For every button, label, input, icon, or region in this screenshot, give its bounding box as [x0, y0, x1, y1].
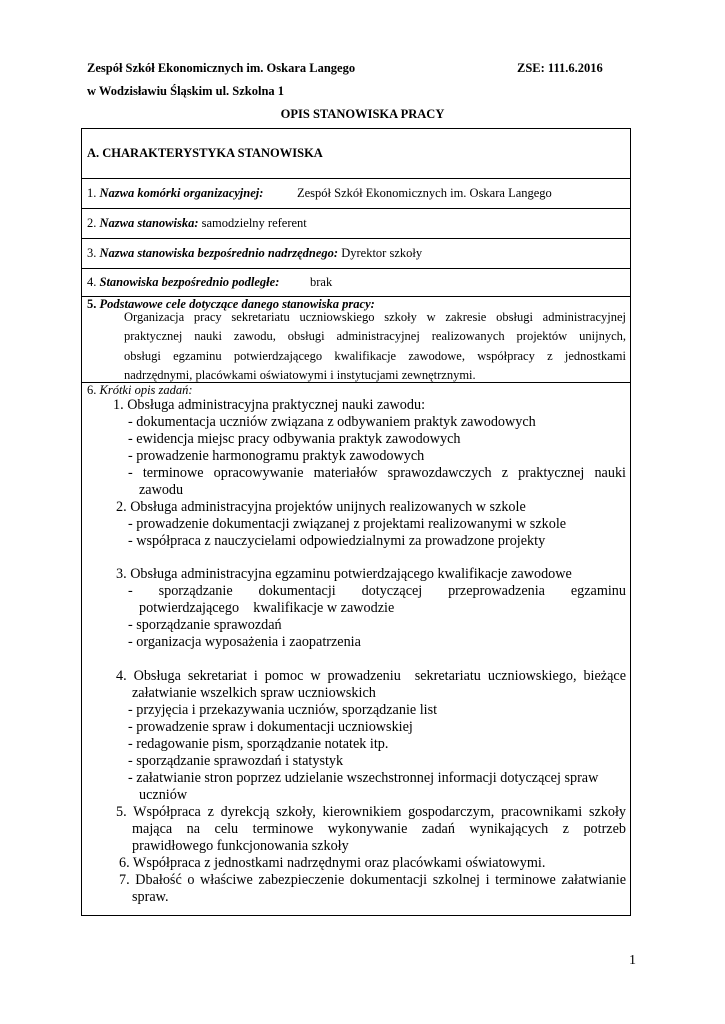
goals-line: Organizacja pracy sekretariatu uczniowskiego szkoły w zakresie obsługi administracyjnej [124, 310, 626, 324]
task-5-cont: prawidłowego funkcjonowania szkoły [132, 838, 349, 854]
task-3-item: - organizacja wyposażenia i zaopatrzenia [128, 634, 361, 650]
document-code: ZSE: 111.6.2016 [517, 61, 603, 75]
position-value: samodzielny referent [198, 216, 307, 230]
row-number: 4. [87, 275, 100, 289]
task-4-item-cont: uczniów [139, 787, 188, 803]
goals-line: nadrzędnymi, placówkami oświatowymi i instytucjami zewnętrznymi. [124, 367, 476, 382]
row-department [82, 179, 630, 209]
goals-text [124, 308, 626, 385]
department-value: Zespół Szkół Ekonomicznych im. Oskara Langego [297, 186, 552, 200]
position-label: Nazwa stanowiska: [99, 216, 199, 230]
task-5-cont: mająca na celu terminowe wykonywanie zadań wynikających z potrzeb [132, 821, 626, 837]
task-3: 3. Obsługa administracyjna egzaminu potwierdzającego kwalifikacje zawodowe [116, 566, 572, 582]
task-1-item: - dokumentacja uczniów związana z odbywaniem praktyk zawodowych [128, 414, 536, 430]
task-4-item: - przyjęcia i przekazywania uczniów, sporządzanie list [128, 702, 438, 718]
row-goals [82, 297, 630, 383]
task-2-item: - współpraca z nauczycielami odpowiedzialnymi za prowadzone projekty [128, 533, 546, 549]
task-1-item: - ewidencja miejsc pracy odbywania praktyk zawodowych [128, 431, 461, 447]
row-subordinates [82, 269, 630, 297]
row-number: 1. [87, 186, 100, 200]
task-7: 7. Dbałość o właściwe zabezpieczenie dokumentacji szkolnej i terminowe załatwianie [119, 872, 626, 888]
task-1: 1. Obsługa administracyjna praktycznej nauki zawodu: [113, 397, 426, 413]
task-4-item: - załatwianie stron poprzez udzielanie wszechstronnej informacji dotyczącej spraw [128, 770, 599, 786]
task-1-item: - terminowe opracowywanie materiałów sprawozdawczych z praktycznej nauki [128, 465, 626, 481]
department-label: Nazwa komórki organizacyjnej: [99, 186, 264, 200]
task-4: 4. Obsługa sekretariat i pomoc w prowadzeniu sekretariatu uczniowskiego, bieżące [116, 668, 626, 684]
subordinates-label: Stanowiska bezpośrednio podległe: [99, 275, 280, 289]
subordinates-value: brak [310, 275, 333, 289]
row-superior [82, 239, 630, 269]
school-address: w Wodzisławiu Śląskim ul. Szkolna 1 [87, 84, 285, 98]
superior-value: Dyrektor szkoły [338, 246, 423, 260]
row-position [82, 209, 630, 239]
section-a-heading: A. CHARAKTERYSTYKA STANOWISKA [87, 146, 323, 160]
job-description-table [81, 128, 631, 916]
goals-heading: 5. Podstawowe cele dotyczące danego stanowiska pracy: [87, 297, 375, 311]
task-2: 2. Obsługa administracyjna projektów unijnych realizowanych w szkole [116, 499, 526, 515]
tasks-heading: 6. Krótki opis zadań: [87, 383, 193, 397]
page-number: 1 [629, 953, 636, 968]
row-number: 3. [87, 246, 100, 260]
task-3-item: - sporządzanie sprawozdań [128, 617, 282, 633]
task-5: 5. Współpraca z dyrekcją szkoły, kierownikiem gospodarczym, pracownikami szkoły [116, 804, 626, 820]
goals-line: praktycznej nauki zawodu, obsługi administracyjnej realizowanych projektów unijnych, [124, 329, 626, 344]
task-2-item: - prowadzenie dokumentacji związanej z projektami realizowanymi w szkole [128, 516, 567, 532]
task-3-item-cont: potwierdzającego kwalifikacje w zawodzie [139, 600, 395, 616]
section-a-row [82, 129, 630, 179]
task-1-item-cont: zawodu [139, 482, 184, 498]
task-6: 6. Współpraca z jednostkami nadrzędnymi oraz placówkami oświatowymi. [119, 855, 546, 871]
document-title: OPIS STANOWISKA PRACY [280, 107, 445, 121]
task-3-item: - sporządzanie dokumentacji dotyczącej przeprowadzenia egzaminu [128, 583, 626, 599]
school-name: Zespół Szkół Ekonomicznych im. Oskara Langego [87, 61, 356, 75]
task-1-item: - prowadzenie harmonogramu praktyk zawodowych [128, 448, 425, 464]
task-4-item: - prowadzenie spraw i dokumentacji uczniowskiej [128, 719, 413, 735]
task-4-item: - redagowanie pism, sporządzanie notatek itp. [128, 736, 389, 752]
superior-label: Nazwa stanowiska bezpośrednio nadrzędnego: [99, 246, 339, 260]
task-4-cont: załatwianie wszelkich spraw uczniowskich [132, 685, 376, 701]
row-number: 2. [87, 216, 100, 230]
task-4-item: - sporządzanie sprawozdań i statystyk [128, 753, 344, 769]
row-tasks [82, 383, 630, 915]
task-7-cont: spraw. [132, 889, 169, 905]
goals-line: obsługi egzaminu potwierdzającego kwalifikacje zawodowe, współpracy z jednostkami [124, 348, 626, 363]
